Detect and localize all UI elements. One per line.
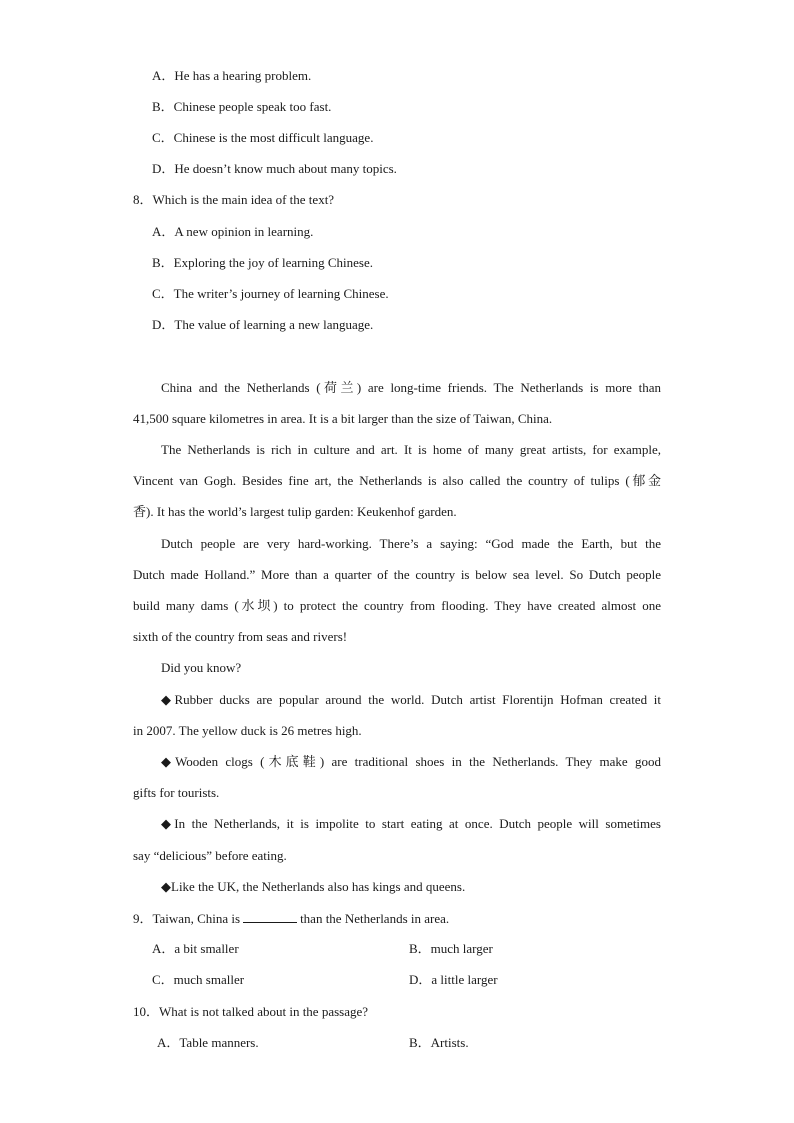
q8-question: 8．Which is the main idea of the text? <box>133 192 335 207</box>
q8-option-d <box>152 317 373 333</box>
q9-option-b <box>409 941 493 957</box>
passage-line: sixth of the country from seas and rivers! <box>133 629 348 644</box>
q9-option-c <box>152 972 244 988</box>
option-label: B． <box>152 99 174 114</box>
option-text: Chinese is the most difficult language. <box>173 130 374 145</box>
passage-line: build many dams (水坝) to protect the country from flooding. They have created almost one <box>133 598 661 613</box>
passage-line: in 2007. The yellow duck is 26 metres high. <box>133 723 362 738</box>
option-text: He has a hearing problem. <box>174 68 312 83</box>
option-text: The value of learning a new language. <box>174 317 374 332</box>
option-text: He doesn’t know much about many topics. <box>174 161 397 176</box>
option-text: Chinese people speak too fast. <box>173 99 332 114</box>
option-text: The writer’s journey of learning Chinese. <box>173 286 389 301</box>
option-text: A new opinion in learning. <box>174 224 314 239</box>
option-label: B． <box>152 255 174 270</box>
passage-bullet: ◆Like the UK, the Netherlands also has kings and queens. <box>161 879 466 894</box>
option-text: Table manners. <box>179 1035 259 1050</box>
passage-line: gifts for tourists. <box>133 785 220 800</box>
passage-line: 41,500 square kilometres in area. It is a bit larger than the size of Taiwan, China. <box>133 411 553 426</box>
option-label: D． <box>152 161 175 176</box>
q7-option-d <box>152 161 397 177</box>
passage-line: Dutch people are very hard-working. There’s a saying: “God made the Earth, but the <box>161 536 661 551</box>
q8-option-a <box>152 224 313 240</box>
q8-option-c <box>152 286 389 302</box>
q9-question-end: than the Netherlands in area. <box>300 911 450 926</box>
q9-option-a <box>152 941 239 957</box>
passage-bullet: ◆Wooden clogs (木底鞋) are traditional shoes in the Netherlands. They make good <box>161 754 661 769</box>
option-label: C． <box>152 286 174 301</box>
q9-question-start: 9．Taiwan, China is <box>133 911 241 926</box>
option-text: a bit smaller <box>174 941 239 956</box>
option-text: Exploring the joy of learning Chinese. <box>173 255 373 270</box>
q9-question <box>133 910 449 926</box>
option-label: A． <box>152 224 175 239</box>
q10-option-b <box>409 1035 469 1051</box>
option-text: much larger <box>430 941 493 956</box>
passage-line: The Netherlands is rich in culture and art. It is home of many great artists, for example, <box>161 442 661 457</box>
option-label: A． <box>152 68 175 83</box>
passage-bullet: ◆Rubber ducks are popular around the world. Dutch artist Florentijn Hofman created it <box>161 692 661 707</box>
option-text: a little larger <box>431 972 498 987</box>
option-text: Artists. <box>430 1035 469 1050</box>
passage-line: China and the Netherlands (荷兰) are long-time friends. The Netherlands is more than <box>161 380 661 395</box>
option-label: A． <box>152 941 175 956</box>
answer-blank <box>243 910 297 923</box>
option-label: B． <box>409 941 431 956</box>
q9-option-d <box>409 972 498 988</box>
option-label: C． <box>152 130 174 145</box>
q10-question: 10．What is not talked about in the passage? <box>133 1004 369 1019</box>
passage-line: 香). It has the world’s largest tulip garden: Keukenhof garden. <box>133 504 457 519</box>
passage-line: Dutch made Holland.” More than a quarter of the country is below sea level. So Dutch people <box>133 567 661 582</box>
passage-bullet: ◆In the Netherlands, it is impolite to start eating at once. Dutch people will sometimes <box>161 816 661 831</box>
option-label: A． <box>157 1035 180 1050</box>
q7-option-a <box>152 68 311 84</box>
option-label: D． <box>152 317 175 332</box>
q10-option-a <box>157 1035 259 1051</box>
q7-option-b <box>152 99 331 115</box>
q7-option-c <box>152 130 373 146</box>
q8-option-b <box>152 255 373 271</box>
passage-line: say “delicious” before eating. <box>133 848 287 863</box>
option-text: much smaller <box>173 972 245 987</box>
passage-line: Vincent van Gogh. Besides fine art, the Netherlands is also called the country of tulips (郁金 <box>133 473 661 488</box>
option-label: C． <box>152 972 174 987</box>
option-label: B． <box>409 1035 431 1050</box>
passage-subheading: Did you know? <box>161 660 242 675</box>
option-label: D． <box>409 972 432 987</box>
